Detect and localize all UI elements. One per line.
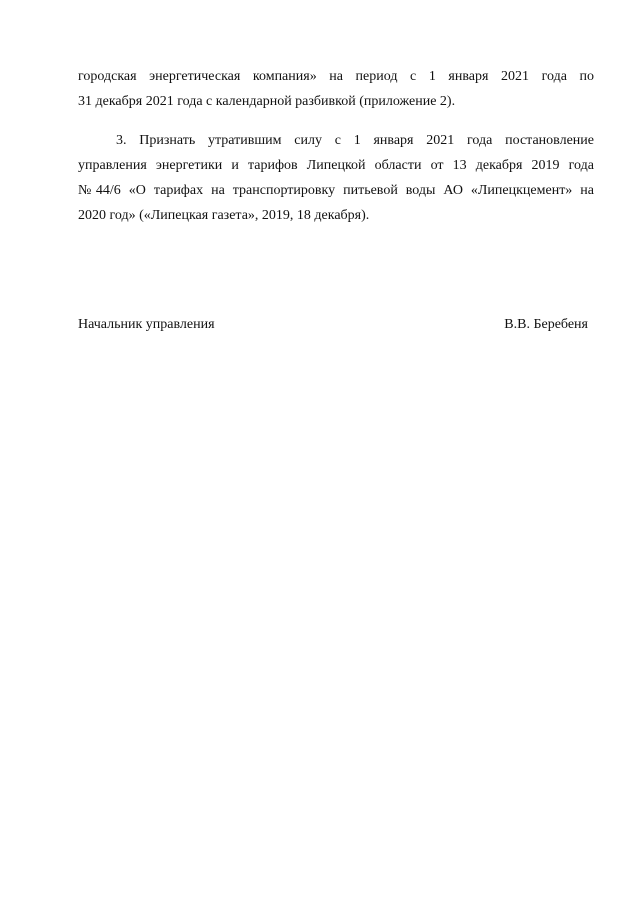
text-line: 3. Признать утратившим силу с 1 января 2021 года постановление xyxy=(116,133,594,148)
paragraph-continuation xyxy=(78,64,594,114)
text-line: 31 декабря 2021 года с календарной разбивкой (приложение 2). xyxy=(78,94,456,109)
text-line: управления энергетики и тарифов Липецкой области от 13 декабря 2019 года xyxy=(78,158,594,173)
text-line: городская энергетическая компания» на период с 1 января 2021 года по xyxy=(78,69,594,84)
paragraph-3 xyxy=(78,128,594,228)
text-line: №44/6 «О тарифах на транспортировку питьевой воды АО «Липецкцемент» на xyxy=(78,183,594,198)
signatory-name: В.В. Беребеня xyxy=(504,317,588,332)
signatory-position: Начальник управления xyxy=(78,317,215,332)
text-line: 2020 год» («Липецкая газета», 2019, 18 декабря). xyxy=(78,208,370,223)
